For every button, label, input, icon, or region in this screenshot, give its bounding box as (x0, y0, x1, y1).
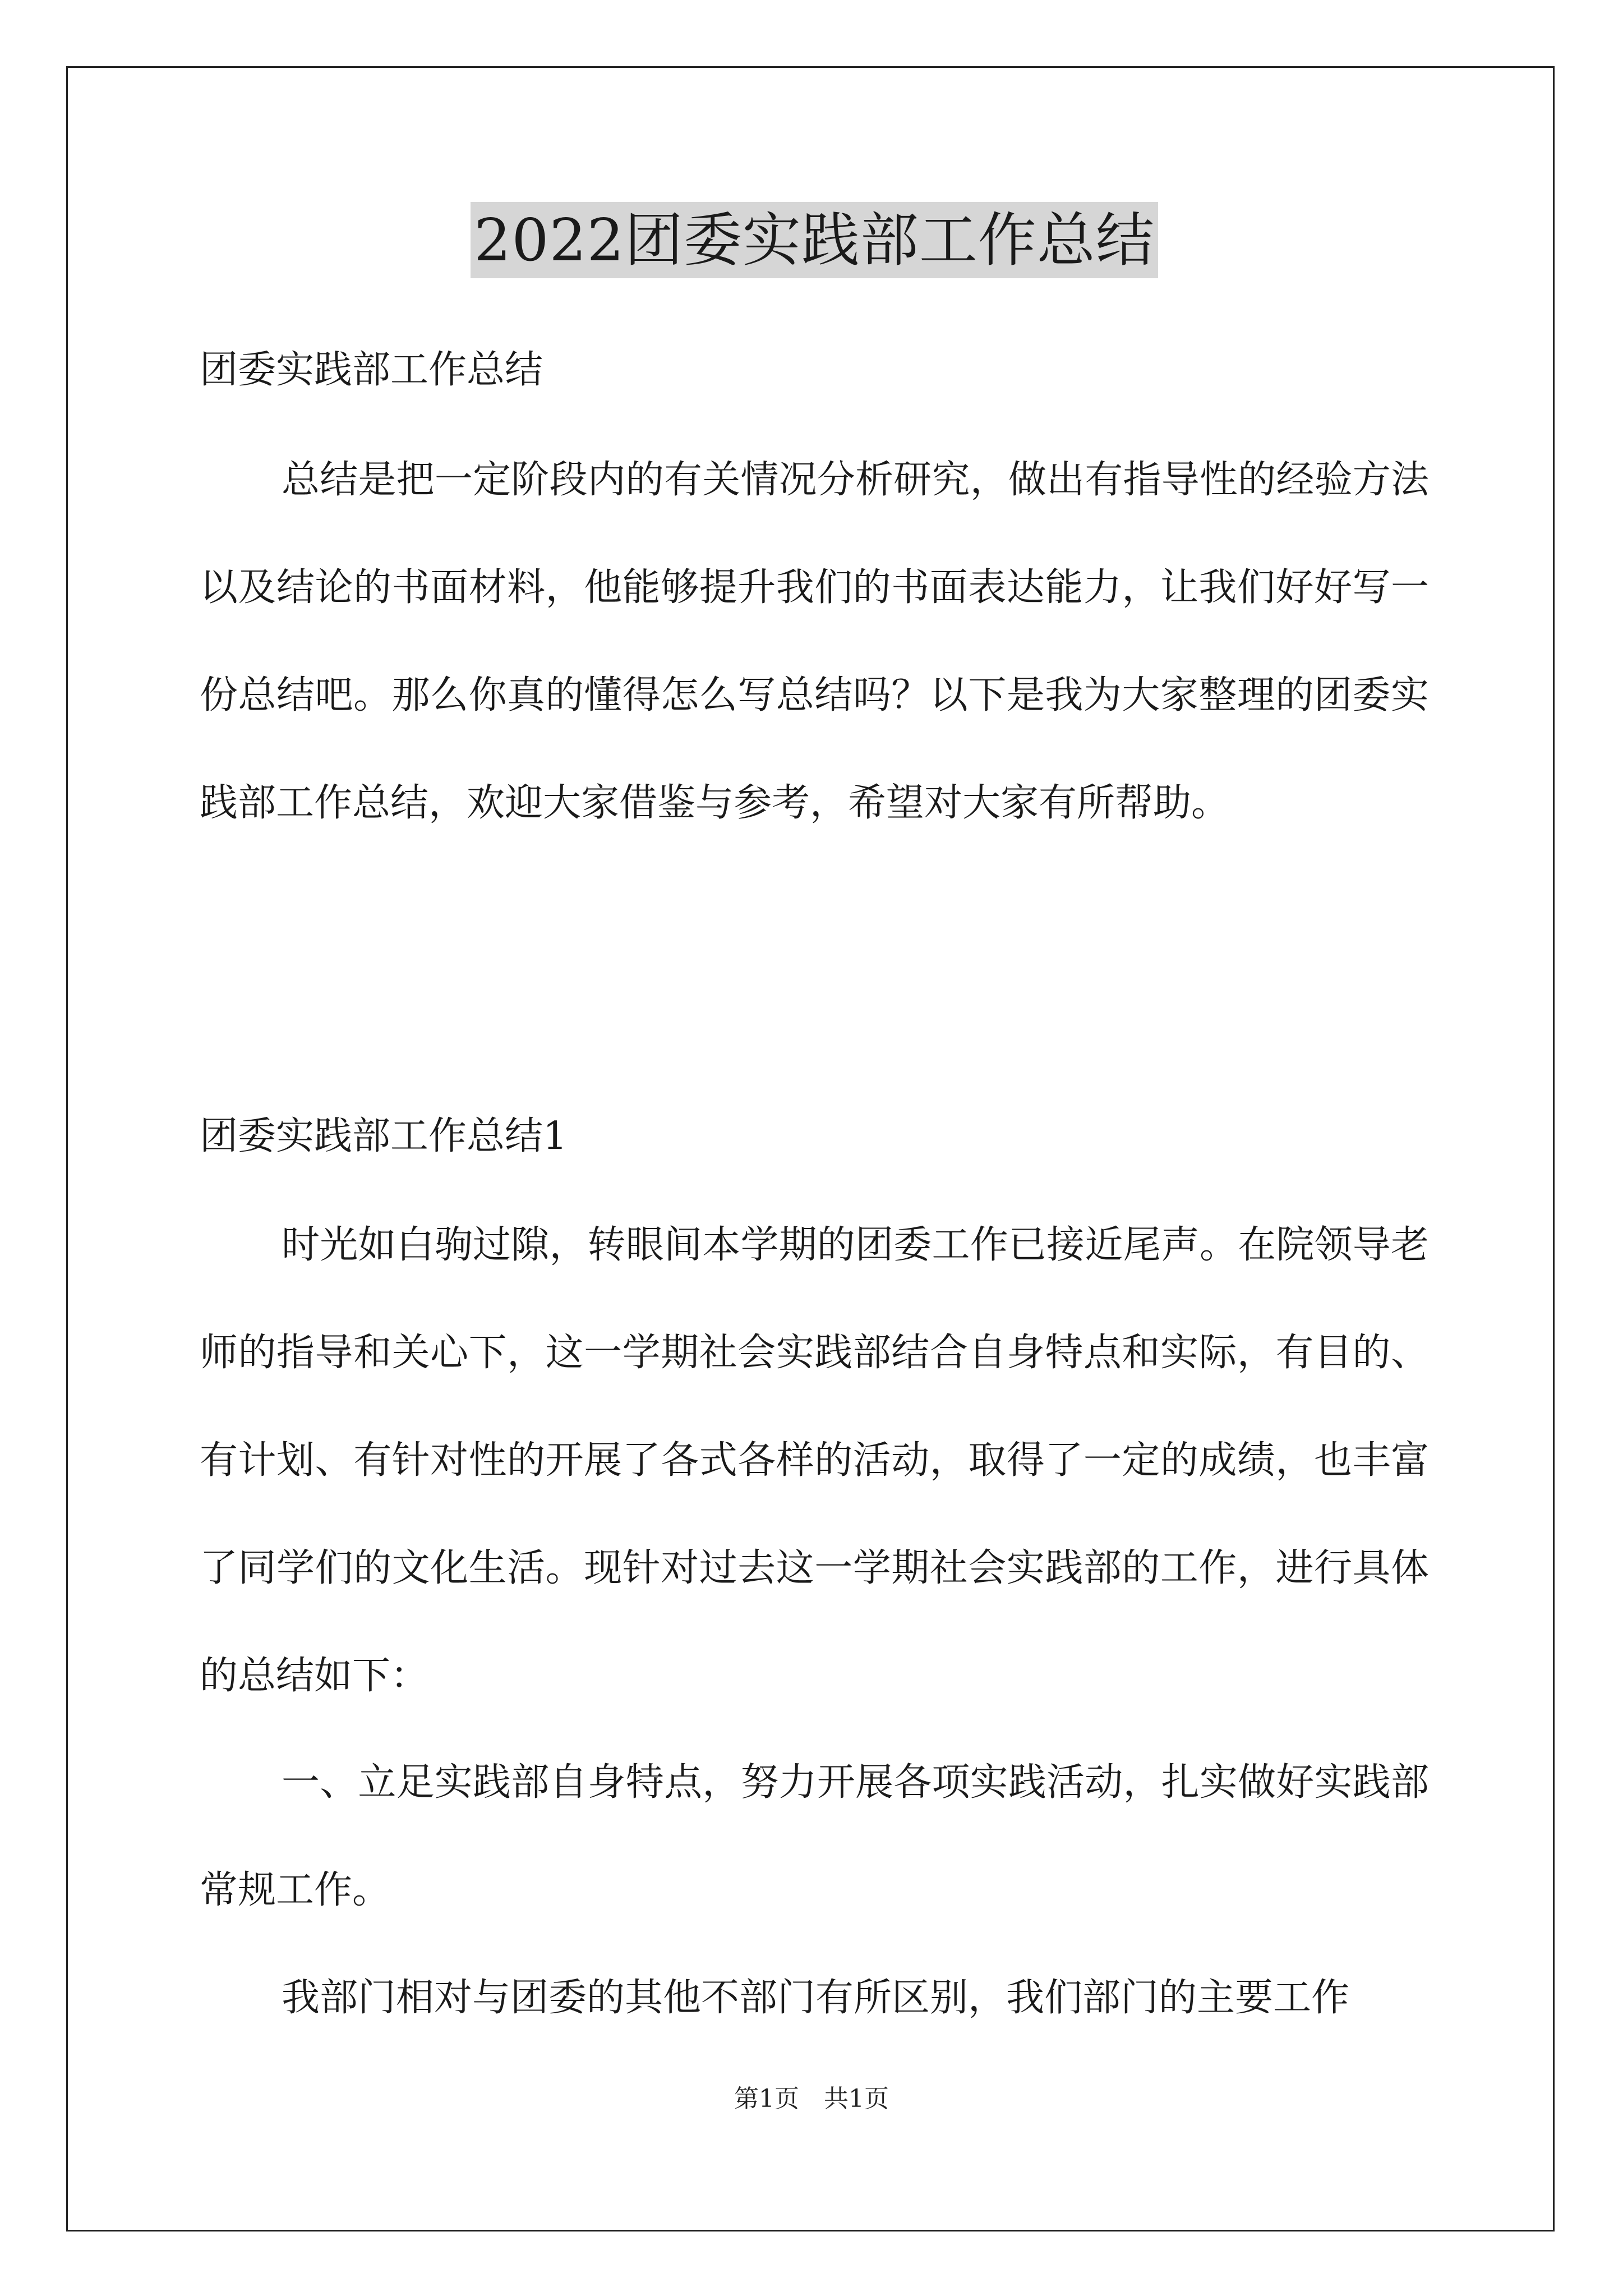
page-total: 共1页 (824, 2085, 889, 2113)
subheading-summary-1: 团委实践部工作总结1 (200, 1114, 568, 1158)
document-title: 2022团委实践部工作总结 (471, 202, 1158, 278)
title-wrap (200, 202, 1429, 278)
section-one-paragraph: 一、立足实践部自身特点，努力开展各项实践活动，扎实做好实践部常规工作。 (200, 1760, 1429, 1912)
page-number: 第1页 (734, 2085, 799, 2113)
subheading-intro: 团委实践部工作总结 (200, 348, 543, 392)
intro-paragraph: 总结是把一定阶段内的有关情况分析研究，做出有指导性的经验方法以及结论的书面材料，他能够提升我们的书面表达能力，让我们好好写一份总结吧。那么你真的懂得怎么写总结吗？以下是我为大家整理的团委实践部工作总结，欢迎大家借鉴与参考，希望对大家有所帮助。 (200, 458, 1429, 825)
page-footer (0, 2082, 1623, 2116)
summary-1-paragraph: 时光如白驹过隙，转眼间本学期的团委工作已接近尾声。在院领导老师的指导和关心下，这一学期社会实践部结合自身特点和实际，有目的、有计划、有针对性的开展了各式各样的活动，取得了一定的成绩，也丰富了同学们的文化生活。现针对过去这一学期社会实践部的工作，进行具体的总结如下： (200, 1223, 1429, 1698)
department-paragraph: 我部门相对与团委的其他不部门有所区别，我们部门的主要工作 (282, 1976, 1350, 2020)
